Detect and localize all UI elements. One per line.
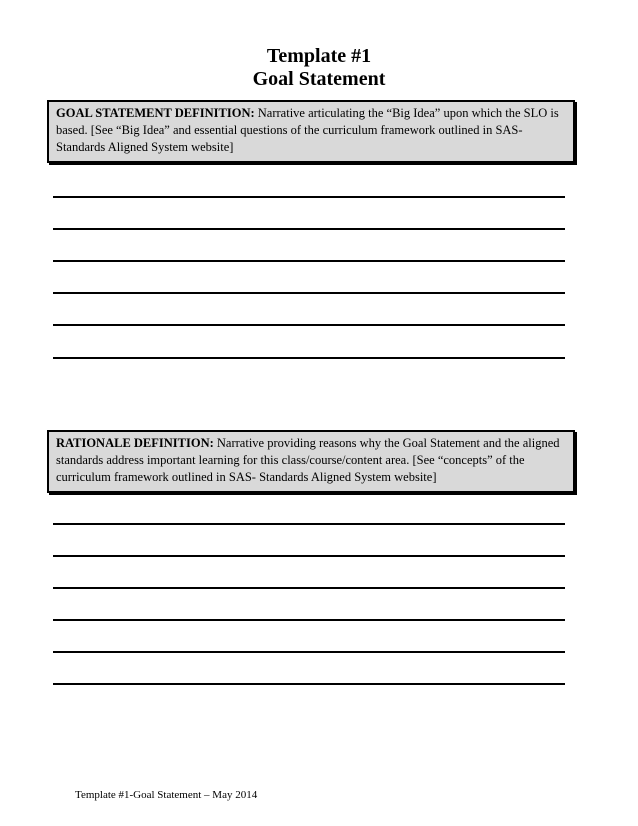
page-title: Template #1 — [266, 45, 372, 67]
goal-write-line[interactable] — [53, 260, 565, 262]
goal-definition-label: GOAL STATEMENT DEFINITION: — [56, 106, 255, 120]
rationale-write-line[interactable] — [53, 683, 565, 685]
rationale-write-line[interactable] — [53, 619, 565, 621]
rationale-write-line[interactable] — [53, 523, 565, 525]
goal-write-line[interactable] — [53, 324, 565, 326]
goal-definition-text: Narrative articulating the “Big Idea” upon which the SLO is based. [See “Big Idea” and essential questions of the curriculum framework outlined in SAS-Standards Aligned System website] — [56, 106, 559, 154]
goal-write-line[interactable] — [53, 196, 565, 198]
page-subtitle: Goal Statement — [252, 68, 386, 90]
rationale-definition-text: Narrative providing reasons why the Goal Statement and the aligned standards address important learning for this class/course/content area. [See “concepts” of the curriculum framework outlined in SAS- Standards Aligned System website] — [56, 436, 560, 484]
goal-write-line[interactable] — [53, 228, 565, 230]
page-footer: Template #1-Goal Statement – May 2014 — [75, 789, 258, 801]
rationale-definition-label: RATIONALE DEFINITION: — [56, 436, 214, 450]
goal-write-line[interactable] — [53, 292, 565, 294]
goal-statement-definition-box — [47, 100, 575, 163]
rationale-definition-box — [47, 430, 575, 493]
rationale-write-line[interactable] — [53, 587, 565, 589]
goal-write-line[interactable] — [53, 357, 565, 359]
rationale-write-line[interactable] — [53, 555, 565, 557]
rationale-write-line[interactable] — [53, 651, 565, 653]
